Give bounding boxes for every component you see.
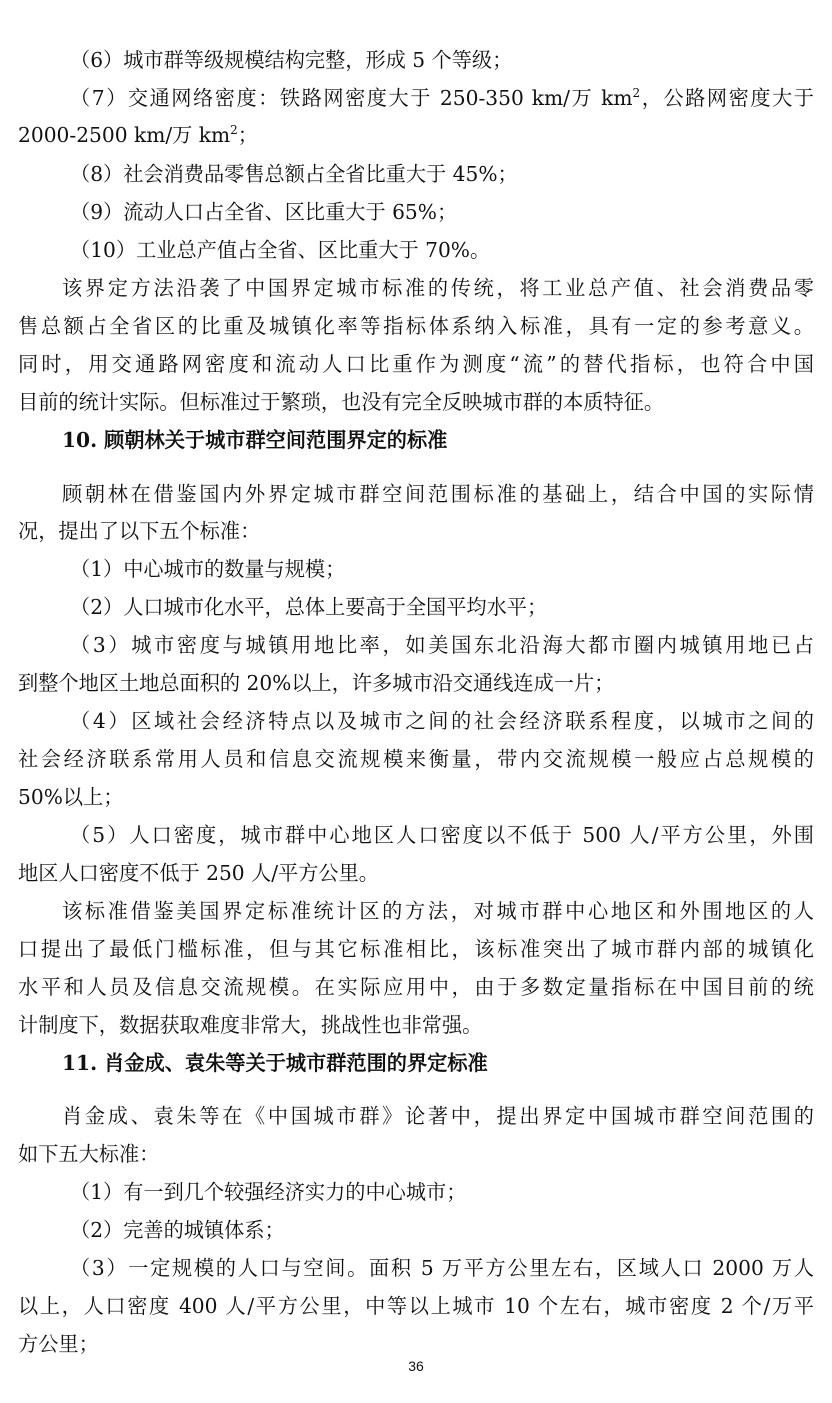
line-text: （4）区域社会经济特点以及城市之间的社会经济联系程度，以城市之间的 [70,709,814,733]
line-text: 社会经济联系常用人员和信息交流规模来衡量，带内交流规模一般应占总规模的 [18,747,814,771]
line-text: ； [237,123,258,147]
line-text: （7）交通网络密度：铁路网密度大于 250-350 km/万 km [70,86,633,110]
line-text: （9）流动人口占全省、区比重大于 65%； [70,200,458,224]
line-text: （6）城市群等级规模结构完整，形成 5 个等级； [70,48,513,72]
superscript: 2 [230,123,238,137]
line-text: 售总额占全省区的比重及城镇化率等指标体系纳入标准，具有一定的参考意义。 [18,314,814,338]
list-item-standard-3 [70,1250,814,1287]
line-text: 方公里； [18,1332,99,1356]
paragraph-line [18,384,814,421]
line-text: 50%以上； [18,785,124,809]
line-text: 以上，人口密度 400 人/平方公里，中等以上城市 10 个左右，城市密度 2 个/万平 [18,1294,814,1318]
heading-text: 11. 肖金成、袁朱等关于城市群范围的界定标准 [62,1051,488,1075]
list-item-standard-5 [70,817,814,854]
paragraph-line [62,476,814,513]
line-text: 肖金成、袁朱等在《中国城市群》论著中，提出界定中国城市群空间范围的 [62,1104,814,1128]
list-item-standard-2 [70,1212,814,1249]
list-item-standard-2 [70,589,814,626]
line-text: （10）工业总产值占全省、区比重大于 70%。 [70,238,491,262]
list-item-standard-3 [70,627,814,664]
paragraph-line [18,513,814,550]
line-text: 水平和人员及信息交流规模。在实际应用中，由于多数定量指标在中国目前的统 [18,975,814,999]
paragraph-line [62,893,814,930]
paragraph-line [62,1098,814,1135]
line-text: （2）完善的城镇体系； [70,1218,285,1242]
line-text: 如下五大标准： [18,1142,160,1166]
line-text: 口提出了最低门槛标准，但与其它标准相比，该标准突出了城市群内部的城镇化 [18,937,814,961]
line-text: （1）中心城市的数量与规模； [70,557,346,581]
list-item-standard-3-continued [18,1288,814,1325]
line-text: 顾朝林在借鉴国内外界定城市群空间范围标准的基础上，结合中国的实际情 [62,482,814,506]
section-heading-11 [62,1045,832,1082]
line-text: 目前的统计实际。但标准过于繁琐，也没有完全反映城市群的本质特征。 [18,390,665,414]
line-text: （3）城市密度与城镇用地比率，如美国东北沿海大都市圈内城镇用地已占 [70,633,814,657]
line-text: 况，提出了以下五个标准： [18,519,261,543]
paragraph-line [18,931,814,968]
line-text: 2000-2500 km/万 km [18,123,231,147]
list-item-criterion-7 [70,80,814,117]
paragraph-line [62,270,814,307]
line-text: 到整个地区土地总面积的 20%以上，许多城市沿交通线连成一片； [18,671,615,695]
line-text: 该界定方法沿袭了中国界定城市标准的传统，将工业总产值、社会消费品零 [62,276,814,300]
line-text: （2）人口城市化水平，总体上要高于全国平均水平； [70,595,548,619]
list-item-criterion-8 [70,156,814,193]
superscript: 2 [632,86,641,100]
paragraph-line [18,1136,814,1173]
line-text: ，公路网密度大于 [640,86,814,110]
line-text: （1）有一到几个较强经济实力的中心城市； [70,1180,467,1204]
paragraph-line [18,346,814,383]
line-text: 同时，用交通路网密度和流动人口比重作为测度“流”的替代指标，也符合中国 [18,352,814,376]
list-item-standard-1 [70,1174,814,1211]
line-text: 该标准借鉴美国界定标准统计区的方法，对城市群中心地区和外围地区的人 [62,899,814,923]
paragraph-line [18,1007,814,1044]
list-item-standard-1 [70,551,814,588]
line-text: 计制度下，数据获取难度非常大，挑战性也非常强。 [18,1013,483,1037]
list-item-standard-5-continued [18,855,814,892]
list-item-criterion-10 [70,232,814,269]
line-text: 地区人口密度不低于 250 人/平方公里。 [18,861,379,885]
line-text: （3）一定规模的人口与空间。面积 5 万平方公里左右，区域人口 2000 万人 [70,1256,814,1280]
list-item-standard-3-continued [18,665,814,702]
page-number: 36 [408,1358,424,1374]
list-item-standard-4-continued [18,779,814,816]
list-item-criterion-6 [70,42,814,79]
heading-text: 10. 顾朝林关于城市群空间范围界定的标准 [62,428,448,452]
list-item-criterion-9 [70,194,814,231]
line-text: （8）社会消费品零售总额占全省比重大于 45%； [70,162,518,186]
list-item-standard-4 [70,703,814,740]
paragraph-line [18,308,814,345]
line-text: （5）人口密度，城市群中心地区人口密度以不低于 500 人/平方公里，外围 [70,823,814,847]
list-item-criterion-7-continued [18,117,814,154]
list-item-standard-4-continued [18,741,814,778]
paragraph-line [18,969,814,1006]
section-heading-10 [62,422,832,459]
